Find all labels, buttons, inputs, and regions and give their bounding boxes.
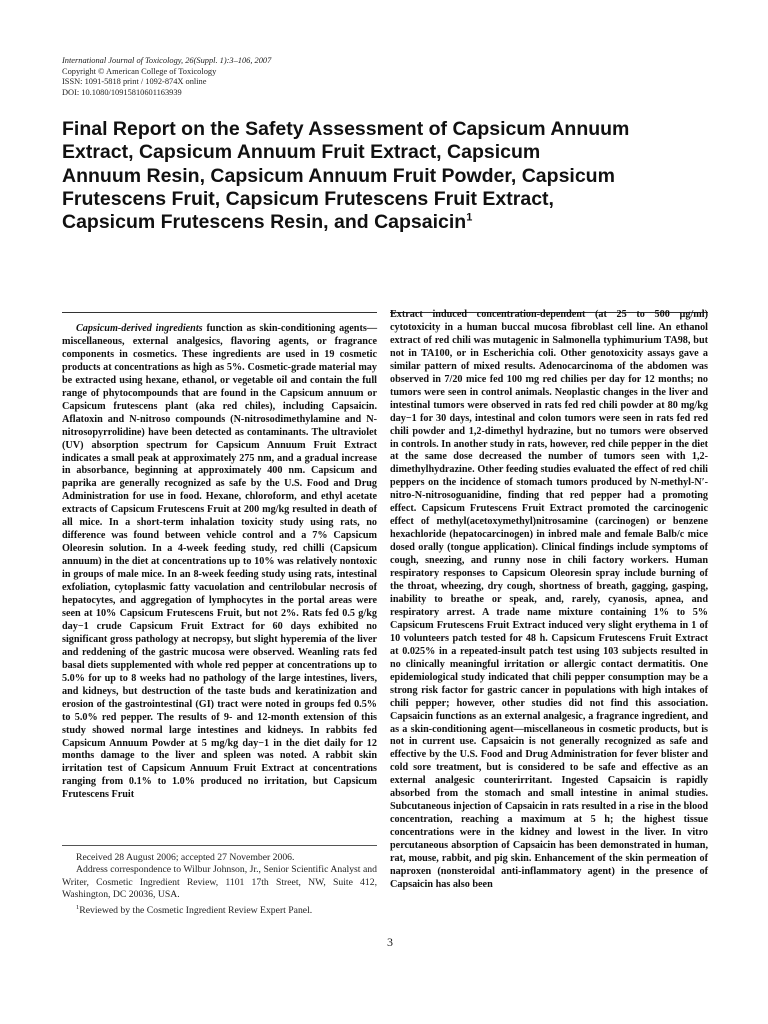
journal-header — [62, 56, 482, 98]
title-line: Extract, Capsicum Annuum Fruit Extract, Capsicum — [62, 141, 541, 164]
journal-citation — [62, 56, 482, 67]
issn-line: ISSN: 1091-5818 print / 1092-874X online — [62, 77, 207, 87]
title-footnote-mark: 1 — [466, 211, 473, 224]
review-note — [62, 902, 377, 918]
title-line: Frutescens Fruit, Capsicum Frutescens Fruit Extract, — [62, 187, 554, 210]
abstract-text-right: Extract induced concentration-dependent (at 25 to 500 µg/ml) cytotoxicity in a human buccal mucosa fibroblast cell line. An ethanol extract of red chili was mutagenic in Salmonella typhimurium TA98, but not in TA100, or in Escherichia coli. Other genotoxicity assays gave a similar pattern of mixed results. Adenocarcinoma of the abdomen was observed in 7/20 mice fed 100 mg red chilies per day for 12 months; no tumors were seen in control animals. Neoplastic changes in the liver and intestinal tumors were observed in rats fed red chili powder at 80 mg/kg day−1 for 30 days, intestinal and colon tumors were seen in rats fed red chili powder and 1,2-dimethyl hydrazine, but no tumors were observed in controls. In another study in rats, however, red chile pepper in the diet at the same dose decreased the number of tumors seen with 1,2-dimethylhydrazine. Other feeding studies evaluated the effect of red chili peppers on the incidence of stomach tumors produced by N-methyl-N′-nitro-N-nitrosoguanidine, finding that red pepper had a promoting effect. Capsicum Frutescens Fruit Extract promoted the carcinogenic effect of methyl(acetoxymethyl)nitrosamine (carcinogen) or benzene hexachloride (hepatocarcinogen) in inbred male and female Balb/c mice dosed orally (tongue application). Clinical findings include symptoms of cough, sneezing, and runny nose in chili factory workers. Human respiratory responses to Capsicum Oleoresin spray include burning of the throat, wheezing, dry cough, shortness of breath, gagging, gasping, inability to breathe or speak, and, rarely, cyanosis, apnea, and respiratory arrest. A trade name mixture containing 1% to 5% Capsicum Frutescens Fruit Extract induced very slight erythema in 1 of 10 volunteers patch tested for 48 h. Capsicum Frutescens Fruit Extract at 0.025% in a repeated-insult patch test using 103 subjects resulted in no clinically meaningful irritation or allergic contact dermatitis. One epidemiological study indicated that chili pepper consumption may be a strong risk factor for gastric cancer in populations with high intakes of chili pepper; however, other studies did not find this association. Capsaicin functions as an external analgesic, a fragrance ingredient, and as a skin-conditioning agent—miscellaneous in cosmetic products, but is not in current use. Capsaicin is not generally recognized as safe and effective by the U.S. Food and Drug Administration for fever blister and cold sore treatment, but is considered to be safe and effective as an external analgesic counterirritant. Ingested Capsaicin is rapidly absorbed from the stomach and small intestine in animal studies. Subcutaneous injection of Capsaicin in rats resulted in a rise in the blood concentration, reaching a maximum at 5 h; the highest tissue concentrations were in the kidney and lowest in the liver. In vitro percutaneous absorption of Capsaicin has been demonstrated in human, rat, mouse, rabbit, and pig skin. Enhancement of the skin permeation of naproxen (nonsteroidal anti-inflammatory agent) in the presence of Capsaicin has also been — [390, 309, 708, 890]
footnote-divider — [62, 845, 377, 846]
title-line-last — [62, 211, 722, 234]
abstract-lead: Capsicum-derived ingredients — [76, 323, 203, 334]
abstract-text-left: function as skin-conditioning agents—miscellaneous, external analgesics, flavoring agents, or fragrance components in cosmetics. These ingredients are used in 19 cosmetic products at concentrations as high as 5%. Cosmetic-grade material may be extracted using hexane, ethanol, or vegetable oil and contain the full range of phytocompounds that are found in the Capsicum annuum or Capsicum frutescens plant (aka red chiles), including Capsaicin. Aflatoxin and N-nitroso compounds (N-nitrosodimethylamine and N-nitrosopyrrolidine) have been detected as contaminants. The ultraviolet (UV) absorption spectrum for Capsicum Annuum Fruit Extract indicates a small peak at approximately 275 nm, and a gradual increase in absorbance, beginning at approximately 400 nm. Capsicum and paprika are generally recognized as safe by the U.S. Food and Drug Administration for use in food. Hexane, chloroform, and ethyl acetate extracts of Capsicum Frutescens Fruit at 200 mg/kg resulted in death of all mice. In a short-term inhalation toxicity study using rats, no difference was found between vehicle control and a 7% Capsicum Oleoresin solution. In a 4-week feeding study, red chilli (Capsicum annuum) in the diet at concentrations up to 10% was relatively nontoxic in groups of male mice. In an 8-week feeding study using rats, intestinal exfoliation, cytoplasmic fatty vacuolation and centrilobular necrosis of hepatocytes, and aggregation of lymphocytes in the portal areas were seen at 10% Capsicum Frutescens Fruit, but not 2%. Rats fed 0.5 g/kg day−1 crude Capsicum Fruit Extract for 60 days exhibited no significant gross pathology at necropsy, but slight hyperemia of the liver and reddening of the gastric mucosa were observed. Weanling rats fed basal diets supplemented with whole red pepper at concentrations up to 5.0% for up to 8 weeks had no pathology of the large intestines, livers, and kidneys, but destruction of the taste buds and keratinization and erosion of the gastrointestinal (GI) tract were noted in groups fed 0.5% to 5.0% red pepper. The results of 9- and 12-month extension of this study showed normal large intestines and kidneys. In rabbits fed Capsicum Annuum Powder at 5 mg/kg day−1 in the diet daily for 12 months damage to the liver and spleen was noted. A rabbit skin irritation test of Capsicum Annuum Fruit Extract at concentrations ranging from 0.1% to 1.0% produced no irritation, but Capsicum Frutescens Fruit — [62, 323, 378, 801]
page-number: 3 — [387, 935, 393, 949]
footnote-mark: 1 — [76, 903, 80, 911]
doi-line: DOI: 10.1080/10915810601163939 — [62, 87, 182, 97]
abstract-divider-left — [62, 312, 377, 313]
abstract-paragraph — [62, 323, 377, 802]
abstract-column-right — [390, 309, 708, 892]
article-title — [62, 118, 722, 234]
copyright-line: Copyright © American College of Toxicology — [62, 66, 217, 76]
correspondence-note: Address correspondence to Wilbur Johnson, Jr., Senior Scientific Analyst and Writer, Cosmetic Ingredient Review, 1101 17th Street, NW, Suite 412, Washington, DC 20036, USA. — [62, 864, 377, 901]
review-note-text: Reviewed by the Cosmetic Ingredient Review Expert Panel. — [79, 904, 313, 916]
received-note: Received 28 August 2006; accepted 27 November 2006. — [76, 852, 295, 863]
journal-line: International Journal of Toxicology, 26(Suppl. 1):3–106, 2007 — [62, 56, 272, 65]
title-line: Final Report on the Safety Assessment of Capsicum Annuum — [62, 118, 630, 140]
footnotes — [62, 852, 377, 917]
abstract-column-left — [62, 323, 377, 802]
title-line: Capsicum Frutescens Resin, and Capsaicin — [62, 211, 467, 234]
title-line: Annuum Resin, Capsicum Annuum Fruit Powder, Capsicum — [62, 164, 615, 187]
